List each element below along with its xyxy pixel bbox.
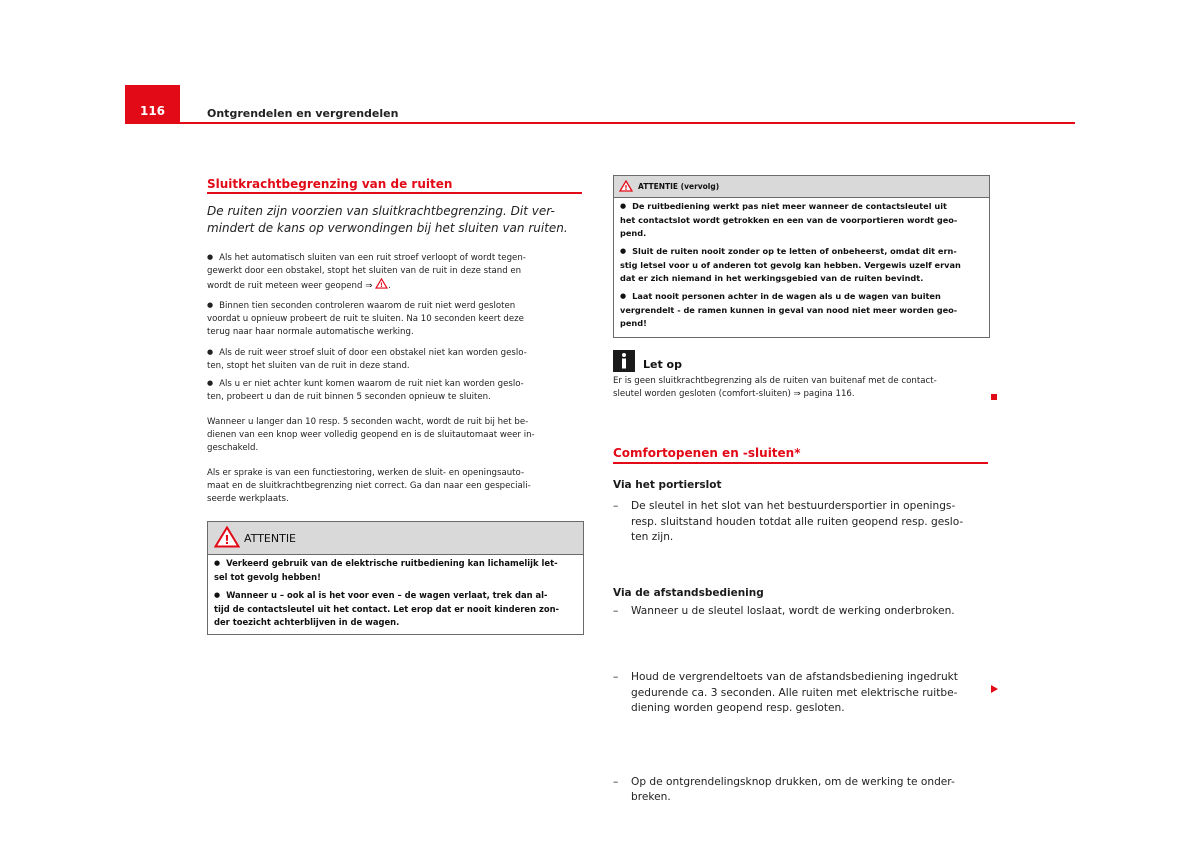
warning-continued-body <box>614 198 989 334</box>
page-number: 116 <box>139 104 166 118</box>
svg-text:!: ! <box>380 281 384 289</box>
warning-triangle-icon <box>619 180 633 192</box>
afstandsbediening-item-1: – Houd de vergrendeltoets van de afstandsbediening ingedrukt gedurende ca. 3 seconden. Alle ruiten met elektrische ruitbe- diening worden geopend resp. gesloten. <box>613 670 1003 717</box>
intro-text: De ruiten zijn voorzien van sluitkrachtbegrenzing. Dit ver- mindert de kans op verwondingen bij het sluiten van ruiten. <box>207 204 568 235</box>
warning-box-continued <box>613 175 990 338</box>
continue-arrow-icon <box>990 684 999 694</box>
warning-triangle-icon <box>375 278 388 289</box>
warning-continued-item-3: ● Laat nooit personen achter in de wagen als u de wagen van buiten vergrendelt - de ramen kunnen in geval van nood niet meer worden geo- pend! <box>620 290 983 330</box>
warning-continued-item-2: ● Sluit de ruiten nooit zonder op te letten of onbeheerst, omdat dit ern- stig letsel voor u of anderen tot gevolg kan hebben. Vergewis uzelf ervan dat er zich niemand in het werkingsgebied van de ruiten bevindt. <box>620 245 983 285</box>
header-rule <box>125 122 1075 124</box>
warning-triangle-icon <box>214 526 240 548</box>
warning-box <box>207 521 584 635</box>
subheading-afstandsbediening: Via de afstandsbediening <box>613 587 764 599</box>
bullet-4: ● Als u er niet achter kunt komen waarom de ruit niet kan worden geslo- ten, probeert u dan de ruit binnen 5 seconden opnieuw te sluiten. <box>207 378 587 404</box>
bullet-1: ● Als het automatisch sluiten van een ruit stroef verloopt of wordt tegen- gewerkt door een obstakel, stopt het sluiten van de ruit in deze stand en wordt de ruit meteen weer geopend ⇒ ! . <box>207 252 587 293</box>
header-title: Ontgrendelen en vergrendelen <box>207 107 399 120</box>
section-title-comfort: Comfortopenen en -sluiten* <box>613 446 801 460</box>
bullet-1-text: Als het automatisch sluiten van een ruit stroef verloopt of wordt tegen- gewerkt door een obstakel, stopt het sluiten van de ruit in deze stand en wordt de ruit meteen weer geopend ⇒ <box>207 253 526 291</box>
warning-body <box>208 555 583 633</box>
afstandsbediening-item-2: – Op de ontgrendelingsknop drukken, om de werking te onder- breken. <box>613 775 1003 806</box>
info-icon <box>613 350 635 372</box>
svg-text:!: ! <box>624 184 628 192</box>
warning-continued-item-1: ● De ruitbediening werkt pas niet meer wanneer de contactsleutel uit het contactslot wordt getrokken en een van de voorportieren wordt geo- pend. <box>620 200 983 240</box>
warning-item-1: ● Verkeerd gebruik van de elektrische ruitbediening kan lichamelijk let- sel tot gevolg hebben! <box>214 557 577 584</box>
section-rule <box>613 462 988 464</box>
warning-title: ATTENTIE <box>244 532 297 545</box>
section-title-sluitkracht: Sluitkrachtbegrenzing van de ruiten <box>207 177 453 191</box>
svg-text:!: ! <box>224 533 230 547</box>
section-rule <box>207 192 582 194</box>
bullet-2: ● Binnen tien seconden controleren waarom de ruit niet werd gesloten voordat u opnieuw probeert de ruit te sluiten. Na 10 seconden keert deze terug naar haar normale automatische werking. <box>207 300 587 339</box>
warning-box-header <box>208 522 583 555</box>
paragraph-malfunction: Als er sprake is van een functiestoring, werken de sluit- en openingsauto- maat en de sluitkrachtbegrenzing niet correct. Ga dan naar een gespeciali- seerde werkplaats. <box>207 468 531 504</box>
warning-continued-header <box>614 176 989 198</box>
end-square-icon <box>991 394 997 400</box>
note-title: Let op <box>643 358 682 371</box>
subheading-portierslot: Via het portierslot <box>613 479 722 491</box>
portierslot-item-1: – De sleutel in het slot van het bestuurdersportier in openings- resp. sluitstand houden totdat alle ruiten geopend resp. geslo- ten zijn. <box>613 499 1003 546</box>
paragraph-wait: Wanneer u langer dan 10 resp. 5 seconden wacht, wordt de ruit bij het be- dienen van een knop weer volledig geopend en is de sluitautomaat weer in- geschakeld. <box>207 417 535 453</box>
portierslot-item-2: – Wanneer u de sleutel loslaat, wordt de werking onderbroken. <box>613 604 1003 620</box>
warning-continued-title: ATTENTIE (vervolg) <box>638 182 720 191</box>
bullet-3: ● Als de ruit weer stroef sluit of door een obstakel niet kan worden geslo- ten, stopt het sluiten van de ruit in deze stand. <box>207 347 587 373</box>
warning-item-2: ● Wanneer u – ook al is het voor even – de wagen verlaat, trek dan al- tijd de contactsleutel uit het contact. Let erop dat er nooit kinderen zon- der toezicht achterblijven in de wagen. <box>214 589 577 629</box>
note-text: Er is geen sluitkrachtbegrenzing als de ruiten van buitenaf met de contact- sleutel worden gesloten (comfort-sluiten) ⇒ pagina 116. <box>613 376 937 399</box>
